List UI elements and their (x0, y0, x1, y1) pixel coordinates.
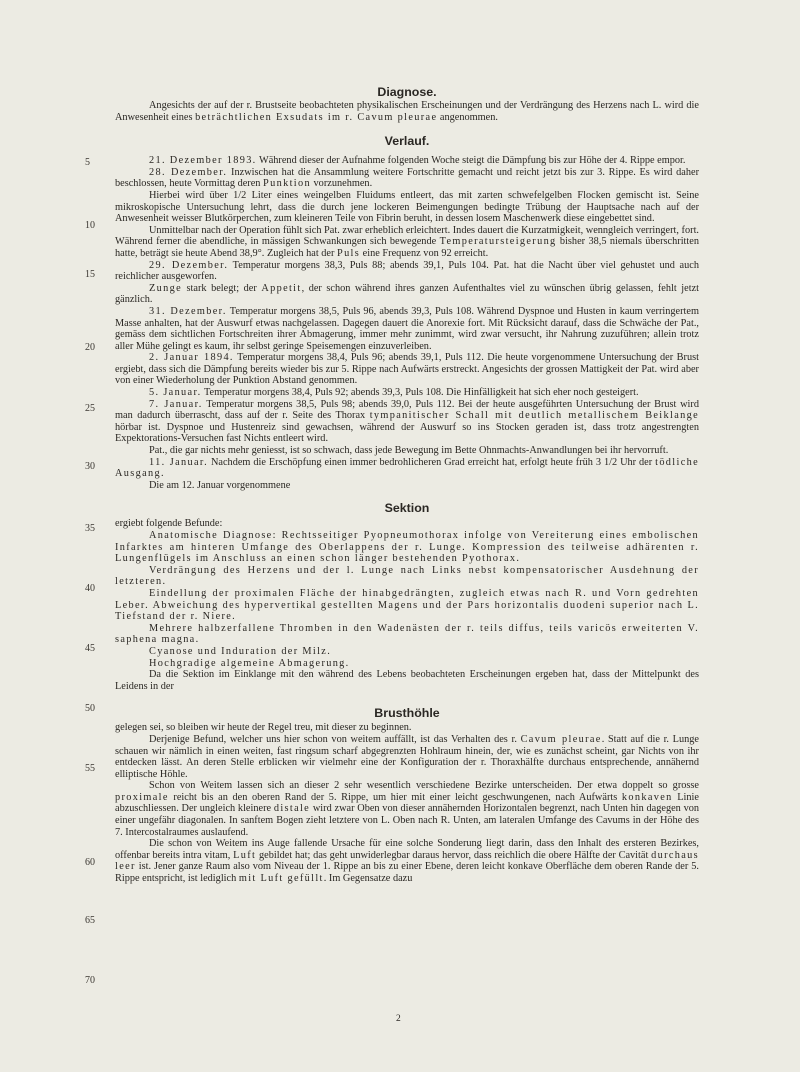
line-number: 65 (85, 915, 95, 926)
paragraph: gelegen sei, so bleiben wir heute der Regel treu, mit dieser zu beginnen. (115, 722, 412, 734)
section-heading-brusthoehle: Brusthöhle (374, 706, 440, 721)
line-number: 40 (85, 583, 95, 594)
paragraph: Unmittelbar nach der Operation fühlt sich Pat. zwar erheblich erleichtert. Indes dauert die Kurzatmigkeit, wenngleich verringert, fort. Während ferner die abendliche, in mässigen Schwankungen sich bewegende Temperatursteigerung bisher 38,5 niemals überschritten hatte, beträgt sie heute Abend 38,9°. Zugleich hat der Puls eine Frequenz von 92 erreicht. (115, 224, 699, 259)
line-number: 55 (85, 763, 95, 774)
document-body (115, 85, 699, 885)
paragraph: 21. Dezember 1893. Während dieser der Aufnahme folgenden Woche steigt die Dämpfung bis zur Höhe der 4. Rippe empor. (149, 155, 686, 167)
line-number: 50 (85, 703, 95, 714)
anatomic-diagnosis: Hochgradige algemeine Abmagerung. (149, 657, 350, 669)
section-heading-verlauf: Verlauf. (384, 134, 430, 149)
section-heading-diagnose: Diagnose. (377, 85, 437, 99)
paragraph: 28. Dezember. Inzwischen hat die Ansammlung weitere Fortschritte gemacht und reicht jetzt bis zur 3. Rippe. Es wird daher beschlossen, heute Vormittag deren Punktion vorzunehmen. (115, 166, 700, 190)
line-number: 60 (85, 857, 95, 868)
paragraph: 31. Dezember. Temperatur morgens 38,5, Puls 96, abends 39,3, Puls 108. Während Dyspnoe und Husten in kaum verringertem Masse anhalten, hat der Auswurf etwas nachgelassen. Dagegen dauert die Anorexie fort. Mit Rücksicht darauf, dass die Schwäche der Pat., gemäss dem sichtlichen Fortschreiten ihrer Abmagerung, immer mehr zunimmt, wird zwar versucht, ihr Nahrung zuzuführen; allein trotz aller Mühe gelingt es kaum, ihr selbst geringe Speisemengen einzuverleiben. (115, 305, 699, 352)
paragraph: Die am 12. Januar vorgenommene (149, 479, 291, 491)
paragraph: Hierbei wird über 1/2 Liter eines weingelben Fluidums entleert, das mit zarten schwefelgelben Flocken gemischt ist. Seine mikroskopische Untersuchung lehrt, dass die durch jene lockeren Beimengungen bedingte Trübung der Hauptsache nach auf der Anwesenheit weisser Blutkörperchen, zum kleineren Teile von Fibrin beruht, in dessen losem Maschenwerk diese eingebettet sind. (115, 189, 699, 225)
page-number: 2 (396, 1014, 401, 1024)
line-number: 30 (85, 461, 95, 472)
paragraph: 29. Dezember. Temperatur morgens 38,3, Puls 88; abends 39,1, Puls 104. Pat. hat die Nacht über viel gehustet und auch reichlicher ausgeworfen. (115, 259, 699, 283)
paragraph: Da die Sektion im Einklange mit den während des Lebens beobachteten Erscheinungen ergeben hat, dass der Mittelpunkt des Leidens in der (115, 669, 699, 692)
anatomic-diagnosis: Verdrängung des Herzens und der l. Lunge nach Links nebst kompensatorischer Ausdehnung der letzteren. (115, 564, 699, 588)
paragraph: Pat., die gar nichts mehr geniesst, ist so schwach, dass jede Bewegung im Bette Ohnmachts-Anwandlungen bei ihr hervorruft. (149, 445, 669, 457)
line-number: 25 (85, 403, 95, 414)
anatomic-diagnosis: Cyanose und Induration der Milz. (149, 645, 332, 657)
paragraph: Die schon von Weitem ins Auge fallende Ursache für eine solche Sonderung liegt darin, dass den Inhalt des ersteren Bezirkes, offenbar bereits intra vitam, Luft gebildet hat; das geht unwiderlegbar daraus hervor, dass reichlich die obere Hälfte der Cavität durchaus leer ist. Jener ganze Raum also vom Niveau der 1. Rippe an bis zu einer Ebene, deren leicht konkave Oberfläche dem oberen Rande der 5. Rippe entspricht, ist lediglich mit Luft gefüllt. Im Gegensatze dazu (115, 838, 699, 885)
anatomic-diagnosis: Eindellung der proximalen Fläche der hinabgedrängten, zugleich etwas nach R. und Vorn gedrehten Leber. Abweichung des hypervertikal gestellten Magens und der Pars horizontalis duodeni superior nach L. Tiefstand der r. Niere. (115, 587, 699, 623)
line-number: 35 (85, 523, 95, 534)
paragraph: Angesichts der auf der r. Brustseite beobachteten physikalischen Erscheinungen und der Verdrängung des Herzens nach L. wird die Anwesenheit eines beträchtlichen Exsudats im r. Cavum pleurae angenommen. (115, 100, 699, 123)
line-number: 15 (85, 269, 95, 280)
paragraph: Zunge stark belegt; der Appetit, der schon während ihres ganzen Aufenthaltes viel zu wünschen übrig gelassen, fehlt jetzt gänzlich. (115, 282, 700, 306)
section-heading-sektion: Sektion (384, 501, 430, 516)
paragraph: 5. Januar. Temperatur morgens 38,4, Puls 92; abends 39,3, Puls 108. Die Hinfälligkeit hat sich eher noch gesteigert. (149, 387, 639, 399)
paragraph: 11. Januar. Nachdem die Erschöpfung einen immer bedrohlicheren Grad erreicht hat, erfolgt heute früh 3 1/2 Uhr der tödliche Ausgang. (115, 456, 700, 480)
line-number: 45 (85, 643, 95, 654)
paragraph: ergiebt folgende Befunde: (115, 518, 223, 530)
paragraph: Schon von Weitem lassen sich an dieser 2 sehr wesentlich verschiedene Bezirke unterscheiden. Der etwa doppelt so grosse proximale reicht bis an den oberen Rand der 5. Rippe, um hier mit einer leicht geschwungenen, nach Aufwärts konkaven Linie abzuschliessen. Der ungleich kleinere distale wird zwar Oben von dieser annähernden Horizontalen begrenzt, nach Unten hin dagegen von einer ungefähr diagonalen. In sanftem Bogen zieht letztere von L. Oben nach R. Unten, am lateralen Umfange des Cavums in der Höhe des 7. Intercostalraumes auslaufend. (115, 780, 700, 838)
paragraph: 2. Januar 1894. Temperatur morgens 38,4, Puls 96; abends 39,1, Puls 112. Die heute vorgenommene Untersuchung der Brust ergiebt, dass sich die Dämpfung bereits wieder bis zur 5. Rippe nach Aufwärts erstreckt. Angesichts der grossen Mattigkeit der Pat. wird aber von einer Wiederholung der Punktion Abstand genommen. (115, 352, 699, 387)
anatomic-diagnosis: Mehrere halbzerfallene Thromben in den Wadenästen der r. teils diffus, teils varicös erweiterten V. saphena magna. (115, 622, 699, 646)
paragraph: Derjenige Befund, welcher uns hier schon von weitem auffällt, ist das Verhalten des r. Cavum pleurae. Statt auf die r. Lunge schauen wir nämlich in einen weiten, fast ringsum scharf abgegrenzten Hohlraum hinein, der, wie es zunächst scheint, gar Nichts von ihr entdecken lässt. An deren Stelle erblicken wir vielmehr eine der Konfiguration der r. Thoraxhälfte durchaus entsprechende, annähernd elliptische Höhle. (115, 733, 699, 780)
paragraph: 7. Januar. Temperatur morgens 38,5, Puls 98; abends 39,0, Puls 112. Bei der heute ausgeführten Untersuchung der Brust wird man dadurch überrascht, dass auf der r. Seite des Thorax tympanitischer Schall mit deutlich metallischem Beiklange hörbar ist. Dyspnoe und Hustenreiz sind gewachsen, während der Auswurf so ins Stocken geraden ist, dass trotz angestrengten Expektorations-Versuchen fast Nichts entleert wird. (115, 398, 699, 445)
line-number: 10 (85, 220, 95, 231)
line-number: 20 (85, 342, 95, 353)
line-number: 70 (85, 975, 95, 986)
anatomic-diagnosis: Anatomische Diagnose: Rechtsseitiger Pyopneumothorax infolge von Vereiterung eines embolischen Infarktes am hinteren Umfange des Oberlappens der r. Lunge. Kompression des teilweise adhärenten r. Lungenflügels im Anschluss an einen schon länger bestehenden Pyothorax. (115, 530, 699, 565)
line-number: 5 (85, 157, 90, 168)
